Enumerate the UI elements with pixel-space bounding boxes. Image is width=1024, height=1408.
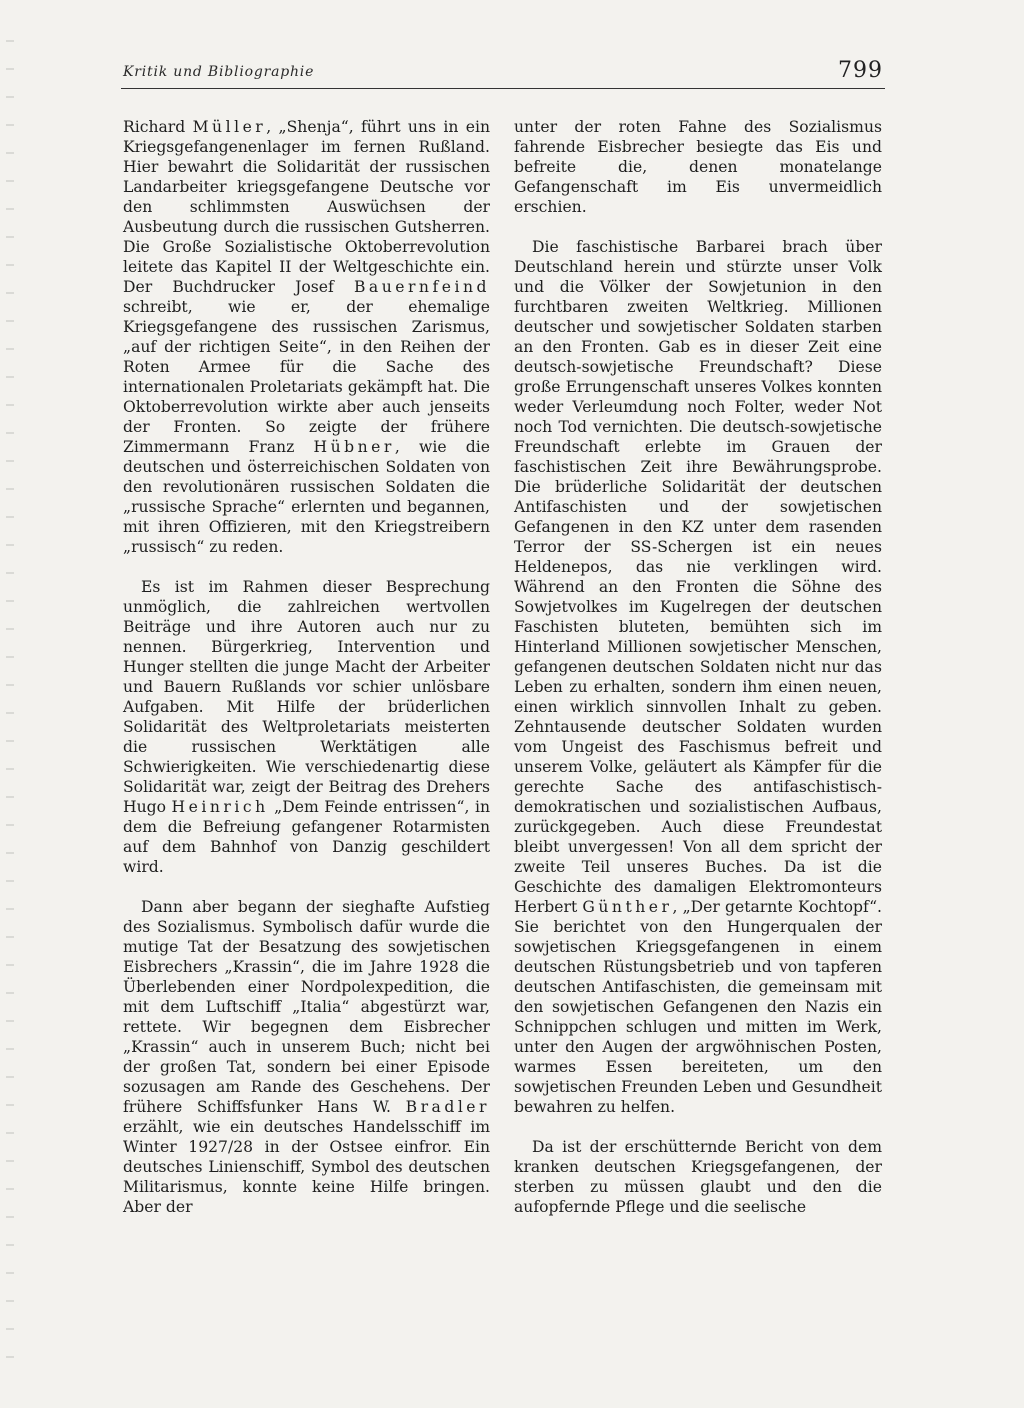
text-run: , „Shenja“, führt uns in ein Kriegsgefangenenlager im fernen Rußland. Hier bewahrt die Solidarität der russischen Landarbeiter kriegsgefangene Deutsche vor den schlimmsten Auswüchsen der Ausbeutung durch die russischen Gutsherren. Die Große Sozialistische Oktoberrevolution leitete das Kapitel II der Weltgeschichte ein. Der Buchdrucker Josef bbox=[123, 118, 490, 296]
running-header: Kritik und Bibliographie bbox=[123, 64, 315, 80]
paragraph bbox=[514, 237, 882, 1117]
author-name: Müller bbox=[192, 118, 267, 136]
right-column bbox=[514, 117, 882, 1217]
page-number: 799 bbox=[838, 58, 883, 83]
left-column bbox=[123, 117, 490, 1217]
header-rule bbox=[121, 88, 885, 89]
author-name: Bauernfeind bbox=[353, 278, 490, 296]
author-name: Hübner bbox=[313, 438, 395, 456]
text-run: Dann aber begann der sieghafte Aufstieg des Sozialismus. Symbolisch dafür wurde die mutige Tat der Besatzung des sowjetischen Eisbrechers „Krassin“, die im Jahre 1928 die Überlebenden einer Nordpolexpedition, die mit dem Luftschiff „Italia“ abgestürzt war, rettete. Wir begegnen dem Eisbrecher „Krassin“ auch in unserem Buch; nicht bei der großen Tat, sondern bei einer Episode sozusagen am Rande des Geschehens. Der frühere Schiffsfunker Hans W. bbox=[123, 898, 490, 1116]
scan-margin-artifact bbox=[6, 40, 14, 1380]
text-run: schreibt, wie er, der ehemalige Kriegsgefangene des russischen Zarismus, „auf der richtigen Seite“, in den Reihen der Roten Armee für die Sache des internationalen Proletariats gekämpft hat. Die Oktoberrevolution wirkte aber auch jenseits der Fronten. So zeigte der frühere Zimmermann Franz bbox=[123, 298, 490, 456]
text-run: „Dem Feinde entrissen“, in dem die Befreiung gefangener Rotarmisten auf dem Bahnhof von Danzig geschildert wird. bbox=[123, 798, 490, 876]
text-run: erzählt, wie ein deutsches Handelsschiff im Winter 1927/28 in der Ostsee einfror. Ein deutsches Linienschiff, Symbol des deutschen Militarismus, konnte keine Hilfe bringen. Aber der bbox=[123, 1118, 490, 1216]
author-name: Bradler bbox=[405, 1098, 490, 1116]
text-run: Richard bbox=[123, 118, 193, 136]
text-run: , wie die deutschen und österreichischen Soldaten von den revolutionären russischen Soldaten die „russische Sprache“ erlernten und begannen, mit ihren Offizieren, mit den Kriegstreibern „russisch“ zu reden. bbox=[123, 438, 490, 556]
paragraph: Da ist der erschütternde Bericht von dem kranken deutschen Kriegsgefangenen, der sterben zu müssen glaubt und den die aufopfernde Pflege und die seelische bbox=[514, 1138, 882, 1216]
author-name: Heinrich bbox=[171, 798, 269, 816]
text-run: Es ist im Rahmen dieser Besprechung unmöglich, die zahlreichen wertvollen Beiträge und ihre Autoren auch nur zu nennen. Bürgerkrieg, Intervention und Hunger stellten die junge Macht der Arbeiter und Bauern Rußlands vor schier unlösbare Aufgaben. Mit Hilfe der brüderlichen Solidarität des Weltproletariats meisterten die russischen Werktätigen alle Schwierigkeiten. Wie verschiedenartig diese Solidarität war, zeigt der Beitrag des Drehers Hugo bbox=[123, 578, 490, 816]
text-run: Die faschistische Barbarei brach über Deutschland herein und stürzte unser Volk und die Völker der Sowjetunion in den furchtbaren zweiten Weltkrieg. Millionen deutscher und sowjetischer Soldaten starben an den Fronten. Gab es in dieser Zeit eine deutsch-sowjetische Freundschaft? Diese große Errungenschaft unseres Volkes konnten weder Verleumdung noch Folter, weder Not noch Tod vernichten. Die deutsch-sowjetische Freundschaft erlebte im Grauen der faschistischen Zeit ihre Bewährungsprobe. Die brüderliche Solidarität der deutschen Antifaschisten und der sowjetischen Gefangenen in den KZ unter dem rasenden Terror der SS-Schergen ist ein neues Heldenepos, das nie verklingen wird. Während an den Fronten die Söhne des Sowjetvolkes im Kugelregen der deutschen Faschisten bluteten, bemühten sich im Hinterland Millionen sowjetischer Menschen, gefangenen deutschen Soldaten nicht nur das Leben zu erhalten, sondern ihm einen neuen, einen wirklich sinnvollen Inhalt zu geben. Zehntausende deutscher Soldaten wurden vom Ungeist des Faschismus befreit und unserem Volke, geläutert als Kämpfer für die gerechte Sache des antifaschistisch-demokratischen und sozialistischen Aufbaus, zurückgegeben. Auch diese Freundestat bleibt unvergessen! Von all dem spricht der zweite Teil unseres Buches. Da ist die Geschichte des damaligen Elektromonteurs Herbert bbox=[514, 238, 882, 916]
paragraph bbox=[123, 577, 490, 877]
author-name: Günther bbox=[582, 898, 673, 916]
paragraph bbox=[123, 897, 490, 1217]
text-run: , „Der getarnte Kochtopf“. Sie berichtet von den Hungerqualen der sowjetischen Kriegsgefangenen in einem deutschen Rüstungsbetrieb und von tapferen deutschen Antifaschisten, die gemeinsam mit den sowjetischen Gefangenen den Nazis ein Schnippchen schlugen und mitten im Werk, unter den Augen der argwöhnischen Posten, warmes Essen bereiteten, um den sowjetischen Freunden Leben und Gesundheit bewahren zu helfen. bbox=[514, 898, 882, 1116]
paragraph bbox=[123, 117, 490, 557]
paragraph: unter der roten Fahne des Sozialismus fahrende Eisbrecher besiegte das Eis und befreite die, denen monatelange Gefangenschaft im Eis unvermeidlich erschien. bbox=[514, 118, 882, 216]
